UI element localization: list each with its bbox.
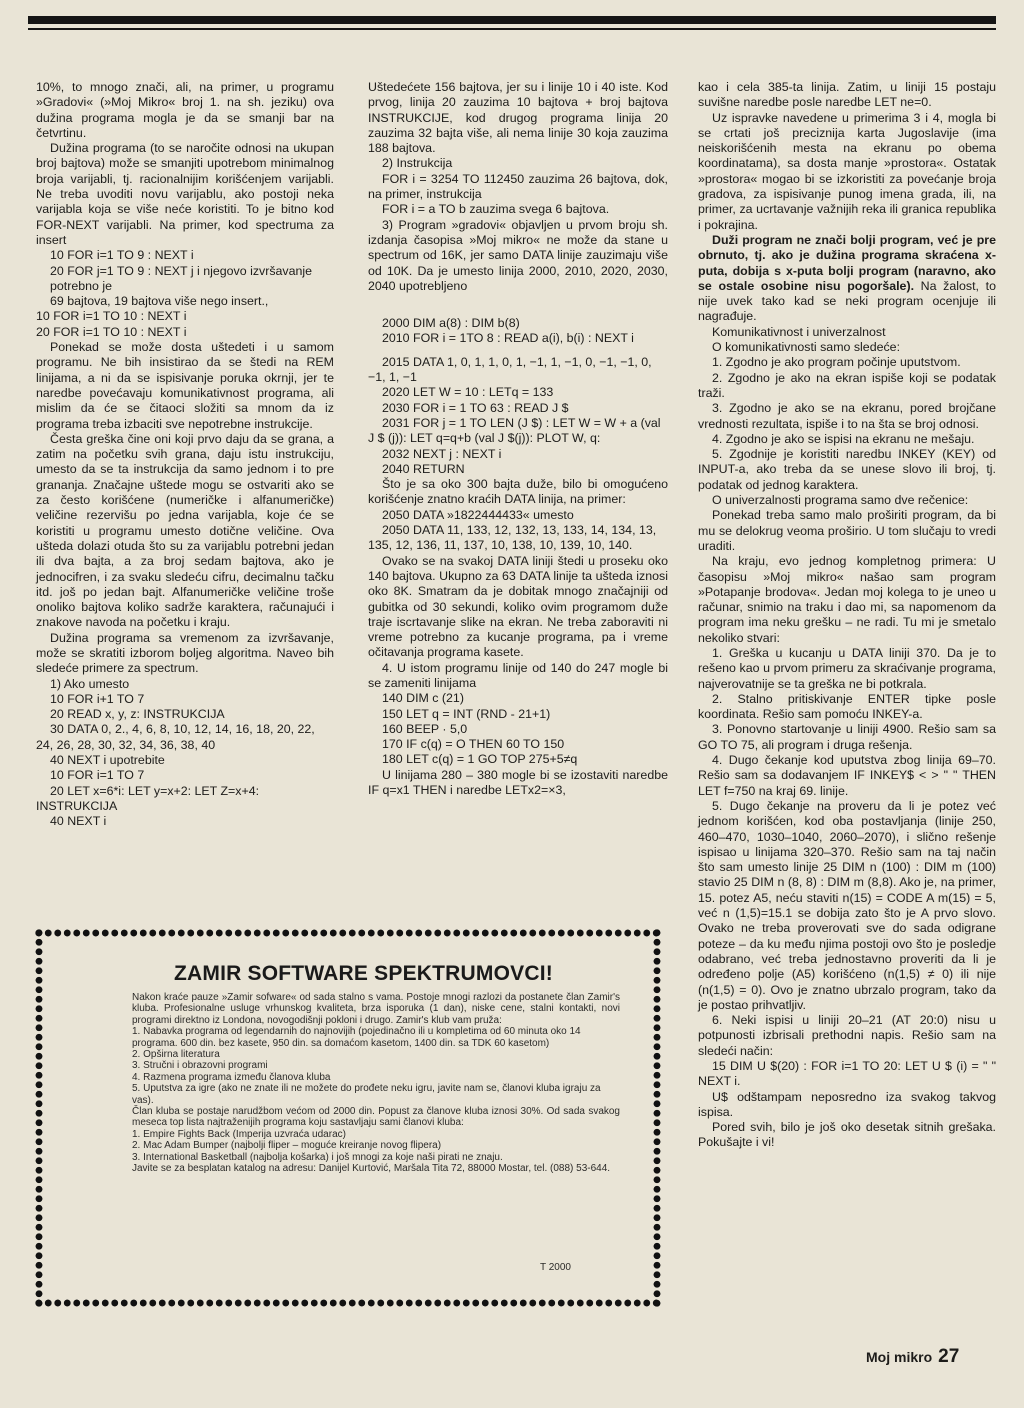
list-item: 1. Zgodno je ako program počinje uputstvom. <box>712 355 961 370</box>
page-footer <box>866 1346 959 1368</box>
code-line: 20 FOR j=1 TO 9 : NEXT j i njegovo izvršavanje potrebno je <box>50 263 313 293</box>
paragraph: kao i cela 385-ta linija. Zatim, u liniji 15 postaju suvišne naredbe posle naredbe LET ne=0. <box>698 80 996 110</box>
list-item: 5. Dugo čekanje na proveru da li je potez već jednom korišćen, kod oba postavljanja (linije 250, 460–470, 1030–1040, 2060–2070), i slično rešenje ispisao u linijama 320–370. Rešio sam na taj način što sam umesto linije 25 DIM n (100) : DIM m (100) stavio 25 DIM n (8, 8) : DIM m (8,8). Ako je, na primer, 15. potez A5, neću staviti n(15) = CODE A m(15) = 5, već n (1,5)=15.1 se dobija zato što je A prvo slovo. Ovako ne treba proverovati sve do sada odigrane poteze – da ku među njima postoji ovo što je posledje odabrano, već treba jednostavno proveriti da li je određeno polje (A5) korišćeno (n(1,5) ≠ 0) ili nije (n(1,5) = 0). Ovo je znatno ubrzalo program, tako da je postao prihvatljiv. <box>698 798 996 1012</box>
code-line: 40 NEXT i upotrebite <box>50 753 165 768</box>
list-item: 3. Zgodno je ako se na ekranu, pored brojčane vrednosti rezultata, ispiše i to na šta se broj odnosi. <box>698 401 996 431</box>
code-line: 2010 FOR i = 1TO 8 : READ a(i), b(i) : NEXT i <box>382 331 634 346</box>
code-line: 2032 NEXT j : NEXT i <box>382 446 502 461</box>
list-item: 2. Stalno pritiskivanje ENTER tipke posle koordinata. Rešio sam pomoću INKEY-a. <box>698 691 996 722</box>
list-item: 1. Greška u kucanju u DATA liniji 370. Da je to rešeno kao u prvom primeru za skraćivanje programa, najverovatnije se ta greška ne bi potkrala. <box>698 645 996 691</box>
code-line: 160 BEEP · 5,0 <box>382 721 468 736</box>
ad-list-item: 1. Nabavka programa od legendarnih do najnovijih (pojedinačno ili u kompletima od 60 minuta oko 14 programa. 600 din. bez kasete, 950 din. sa domaćom kasetom, 1400 din. sa TDK 60 kasetom) <box>132 1026 581 1049</box>
paragraph: 4. U istom programu linije od 140 do 247 mogle bi se zameniti linijama <box>368 660 668 690</box>
code-line: 2031 FOR j = 1 TO LEN (J $) : LET W = W + a (val J $ (j)): LET q=q+b (val J $(j)): PLOT W, q: <box>368 415 661 446</box>
list-item: 3. Ponovno startovanje u liniji 4900. Rešio sam sa GO TO 75, ali program i druga rešenja. <box>698 722 996 752</box>
code-line: 20 READ x, y, z: INSTRUKCIJA <box>50 707 225 722</box>
column-3 <box>698 80 996 1151</box>
paragraph: Uz ispravke navedene u primerima 3 i 4, mogla bi se crtati još preciznija karta Jugoslavije (ima neiskorišćenih mesta na ekranu po obema koordinatama), sa dosta manje »prostora«. Ostatak »prostora« mogao bi se izkoristiti za povećanje broja gradova, za ispisivanje punog imena grada, ili, na primer, za ucrtavanje važnijih reka ili granica republika i pokrajina. <box>698 110 996 232</box>
paragraph: Ponekad se može dosta uštedeti i u samom programu. Ne bih insistirao da se štedi na REM linijama, a ni da se ispisivanje poruka okrnji, jer te naredbe povećavaju komunikativnost programa, ali mislim da će se čitaoci složiti sa mnom da iz programa treba izbaciti sve nepotrebne instrukcije. <box>36 340 334 431</box>
ad-membership: Član kluba se postaje narudžbom većom od 2000 din. Popust za članove kluba iznosi 30%. Od sada svakog meseca top lista najtraženijih programa koju sastavljaju sami članovi kluba: <box>132 1106 620 1129</box>
ad-title: ZAMIR SOFTWARE SPEKTRUMOVCI! <box>174 962 553 985</box>
advertisement-box <box>34 928 662 1308</box>
section-heading: Komunikativnost i univerzalnost <box>712 324 886 339</box>
code-line: 20 LET x=6*i: LET y=x+2: LET Z=x+4: INSTRUKCIJA <box>36 783 260 813</box>
column-1 <box>36 80 334 830</box>
paragraph: U$ odštampam neposredno iza svakog takvog ispisa. <box>698 1089 996 1119</box>
top-rule-thin <box>28 28 996 30</box>
top-rule <box>28 16 996 24</box>
ad-list-item: 4. Razmena programa između članova kluba <box>132 1071 331 1083</box>
ad-list-item: 2. Opširna literatura <box>132 1049 220 1061</box>
code-line: 2000 DIM a(8) : DIM b(8) <box>382 316 520 331</box>
paragraph: FOR i = 3254 TO 112450 zauzima 26 bajtova, dok, na primer, instrukcija <box>368 171 668 202</box>
paragraph: U linijama 280 – 380 mogle bi se izostaviti naredbe IF q=x1 THEN i naredbe LETx2=×3, <box>368 767 668 798</box>
list-item: 1) Ako umesto <box>50 676 130 691</box>
paragraph: 3) Program »gradovi« objavljen u prvom broju sh. izdanja časopisa »Moj mikro« ne može da stane u spectrum od 16K, jer samo DATA linije zauzimaju više od 10K. Da je umesto linija 2000, 2010, 2020, 2030, 2040 upotrebljeno <box>368 217 668 293</box>
paragraph: FOR i = a TO b zauzima svega 6 bajtova. <box>382 202 610 217</box>
ad-list-item: 5. Uputstva za igre (ako ne znate ili ne možete do prođete neku igru, javite nam se, članovi kluba igraju za vas). <box>132 1083 601 1106</box>
code-line: 2030 FOR i = 1 TO 63 : READ J $ <box>382 400 569 415</box>
code-line: 10 FOR i=1 TO 10 : NEXT i <box>36 309 187 324</box>
dotted-border-bottom <box>34 1298 662 1308</box>
ad-top-item: 2. Mac Adam Bumper (najbolji fliper – moguće kreiranje novog flipera) <box>132 1140 442 1152</box>
list-item: 6. Neki ispisi u liniji 20–21 (AT 20:0) nisu u potpunosti izbrisali prethodni napis. Rešio sam na sledeći način: <box>698 1013 996 1058</box>
column-2 <box>368 80 668 798</box>
list-item: 4. Dugo čekanje kod uputstva zbog linija 69–70. Rešio sam sa dodavanjem IF INKEY$ < > " " THEN LET f=750 na kraj 69. linije. <box>698 753 996 798</box>
magazine-name: Moj mikro <box>866 1349 933 1365</box>
code-line: 170 IF c(q) = O THEN 60 TO 150 <box>382 737 565 752</box>
bold-statement: Duži program ne znači bolji program, već je pre obrnuto, tj. ako je dužina programa skraćena x-puta, dobija s x-puta bolji program (naravno, ako se ostale osobine nisu pogoršale). <box>698 232 996 293</box>
code-line: 2020 LET W = 10 : LETq = 133 <box>382 385 554 400</box>
ad-signature: T 2000 <box>540 1262 571 1273</box>
code-line: 2040 RETURN <box>382 461 465 476</box>
list-item: 5. Zgodnije je koristiti naredbu INKEY (KEY) od INPUT-a, ako treba da se unese slovo ili broj, tj. podatak od jednog karaktera. <box>698 447 996 492</box>
paragraph: O komunikativnosti samo sledeće: <box>712 340 901 355</box>
code-line: 30 DATA 0, 2., 4, 6, 8, 10, 12, 14, 16, 18, 20, 22, 24, 26, 28, 30, 32, 34, 36, 38, 40 <box>36 722 315 752</box>
paragraph: Uštedećete 156 bajtova, jer su i linije 10 i 40 iste. Kod prvog, linija 20 zauzima 10 bajtova + broj bajtova INSTRUKCIJE, kod drugog programa linija 20 zauzima 32 bajta više, ali nema linije 30 koja zauzima 188 bajtova. <box>368 80 668 156</box>
paragraph-tail: Na žalost, to nije uvek tako kad se neki program ocenjuje ili nagrađuje. <box>698 278 996 324</box>
paragraph: O univerzalnosti programa samo dve rečenice: <box>712 493 969 508</box>
paragraph: Što je sa oko 300 bajta duže, bilo bi omogućeno korišćenje znatno kraćih DATA linija, na primer: <box>368 477 668 507</box>
list-item: 4. Zgodno je ako se ispisi na ekranu ne mešaju. <box>712 431 975 446</box>
ad-body <box>132 992 620 1175</box>
code-line: 10 FOR i=1 TO 7 <box>50 768 145 783</box>
ad-contact: Javite se za besplatan katalog na adresu: Danijel Kurtović, Maršala Tita 72, 88000 Mostar, tel. (088) 53-644. <box>132 1163 611 1175</box>
code-line: 10 FOR i+1 TO 7 <box>50 691 145 706</box>
dotted-border-left <box>34 928 44 1308</box>
code-line: 20 FOR i=1 TO 10 : NEXT i <box>36 324 187 339</box>
paragraph: 2) Instrukcija <box>382 156 453 171</box>
dotted-border-top <box>34 928 662 938</box>
dotted-border-right <box>652 928 662 1308</box>
code-line: 15 DIM U $(20) : FOR i=1 TO 20: LET U $ (i) = " " NEXT i. <box>698 1059 996 1089</box>
code-line: 2015 DATA 1, 0, 1, 1, 0, 1, −1, 1, −1, 0, −1, −1, 0, −1, 1, −1 <box>368 354 652 385</box>
code-line: 10 FOR i=1 TO 9 : NEXT i <box>50 248 194 263</box>
paragraph: Dužina programa (to se naročite odnosi na ukupan broj bajtova) može se smanjiti upotrebom minimalnog broja varijabli, tj. racionalnijim korišćenjem varijabli. Ne treba uvoditi novu varijablu, ako postoji neka varijabla koja se više neće koristiti. To je bitno kod FOR-NEXT varijabli. Na primer, kod spectruma za insert <box>36 141 334 247</box>
paragraph: Ovako se na svakoj DATA liniji štedi u proseku oko 140 bajtova. Ukupno za 63 DATA linije ta ušteda iznosi oko 8K. Smatram da je dobitak mnogo značajniji od gubitka od 30 sekundi, koliko ovim programom duže traje iscrtavanje slike na ekran. Ne treba zaboraviti ni vreme potrebno za kucanje programa, pa i vreme očitavanja programa kasete. <box>368 553 668 660</box>
ad-list-item: 3. Stručni i obrazovni programi <box>132 1060 268 1072</box>
paragraph: Pored svih, bilo je još oko desetak sitnih grešaka. Pokušajte i vi! <box>698 1120 996 1150</box>
list-item: 2. Zgodno je ako na ekran ispiše koji se podatak traži. <box>698 370 996 400</box>
paragraph: Ponekad treba samo malo proširiti program, da bi mu se delokrug veoma proširio. U tom slučaju to vredi uraditi. <box>698 508 996 553</box>
code-line: 2050 DATA 11, 133, 12, 132, 13, 133, 14, 134, 13, 135, 12, 136, 11, 137, 10, 138, 10, 139, 10, 140. <box>368 523 657 553</box>
code-line: 2050 DATA »1822444433« umesto <box>382 507 574 522</box>
code-line: 140 DIM c (21) <box>382 691 464 706</box>
code-line: 40 NEXT i <box>50 814 107 829</box>
paragraph: Na kraju, evo jednog kompletnog primera: U časopisu »Moj mikro« našao sam program »Potapanje brodova«. Jedan moj kolega to je uneo u računar, snimio na traku i dao mi, sa napomenom da program ima neku grešku – ne radi. Tu mi je smetalo nekoliko stvari: <box>698 554 996 645</box>
paragraph: Dužina programa sa vremenom za izvršavanje, može se skratiti izborom boljeg algoritma. Naveo bih sledeće primere za spectrum. <box>36 630 334 676</box>
paragraph <box>698 233 996 325</box>
ad-intro: Nakon kraće pauze »Zamir sofware« od sada stalno s vama. Postoje mnogi razlozi da postanete član Zamir's kluba. Profesionalne usluge vrhunskog kvaliteta, brza isporuka (1 dan), niske cene, stalni kontakti, novi programi direktno iz Londona, novogodišnji pokloni i drugo. Zamir's klub vam pruža: <box>132 992 620 1026</box>
code-line: 69 bajtova, 19 bajtova više nego insert., <box>50 294 269 309</box>
code-line: 180 LET c(q) = 1 GO TOP 275+5≠q <box>382 752 578 767</box>
ad-top-item: 1. Empire Fights Back (Imperija uzvraća udarac) <box>132 1128 346 1140</box>
paragraph: Česta greška čine oni koji prvo daju da se grana, a zatim na početku svih grana, daju istu instrukciju, umesto da se ta instrukcija da samo jednom i to pre grananja. Značajne uštede mogu se ostvariti ako se za često korišćene (numeričke i alfanumeričke) veličine rezervišu po jedna varijabla, koje će se koristiti u programu umesto dotične veličine. Ova ušteda dolazi otuda što su za varijablu potrebni jedan ili dva bajta, a za broj sedam bajtova, ako je jednocifren, i za svaku sledeću cifru, decimalnu tačku itd. još po jedan bajt. Alfanumeričke veličine troše onoliko bajtova koliko sadrže karaktera, računajući i znakove navoda na početku i kraju. <box>36 431 334 630</box>
ad-top-item: 3. International Basketball (najbolja košarka) i još mnogi za koje naši pirati ne znaju. <box>132 1151 503 1163</box>
paragraph: 10%, to mnogo znači, ali, na primer, u programu »Gradovi« (»Moj Mikro« broj 1. na sh. jeziku) ova dužina programa mogla je da se smanji bar na četvrtinu. <box>36 80 334 140</box>
page-number: 27 <box>938 1346 960 1367</box>
code-line: 150 LET q = INT (RND - 21+1) <box>382 706 551 721</box>
